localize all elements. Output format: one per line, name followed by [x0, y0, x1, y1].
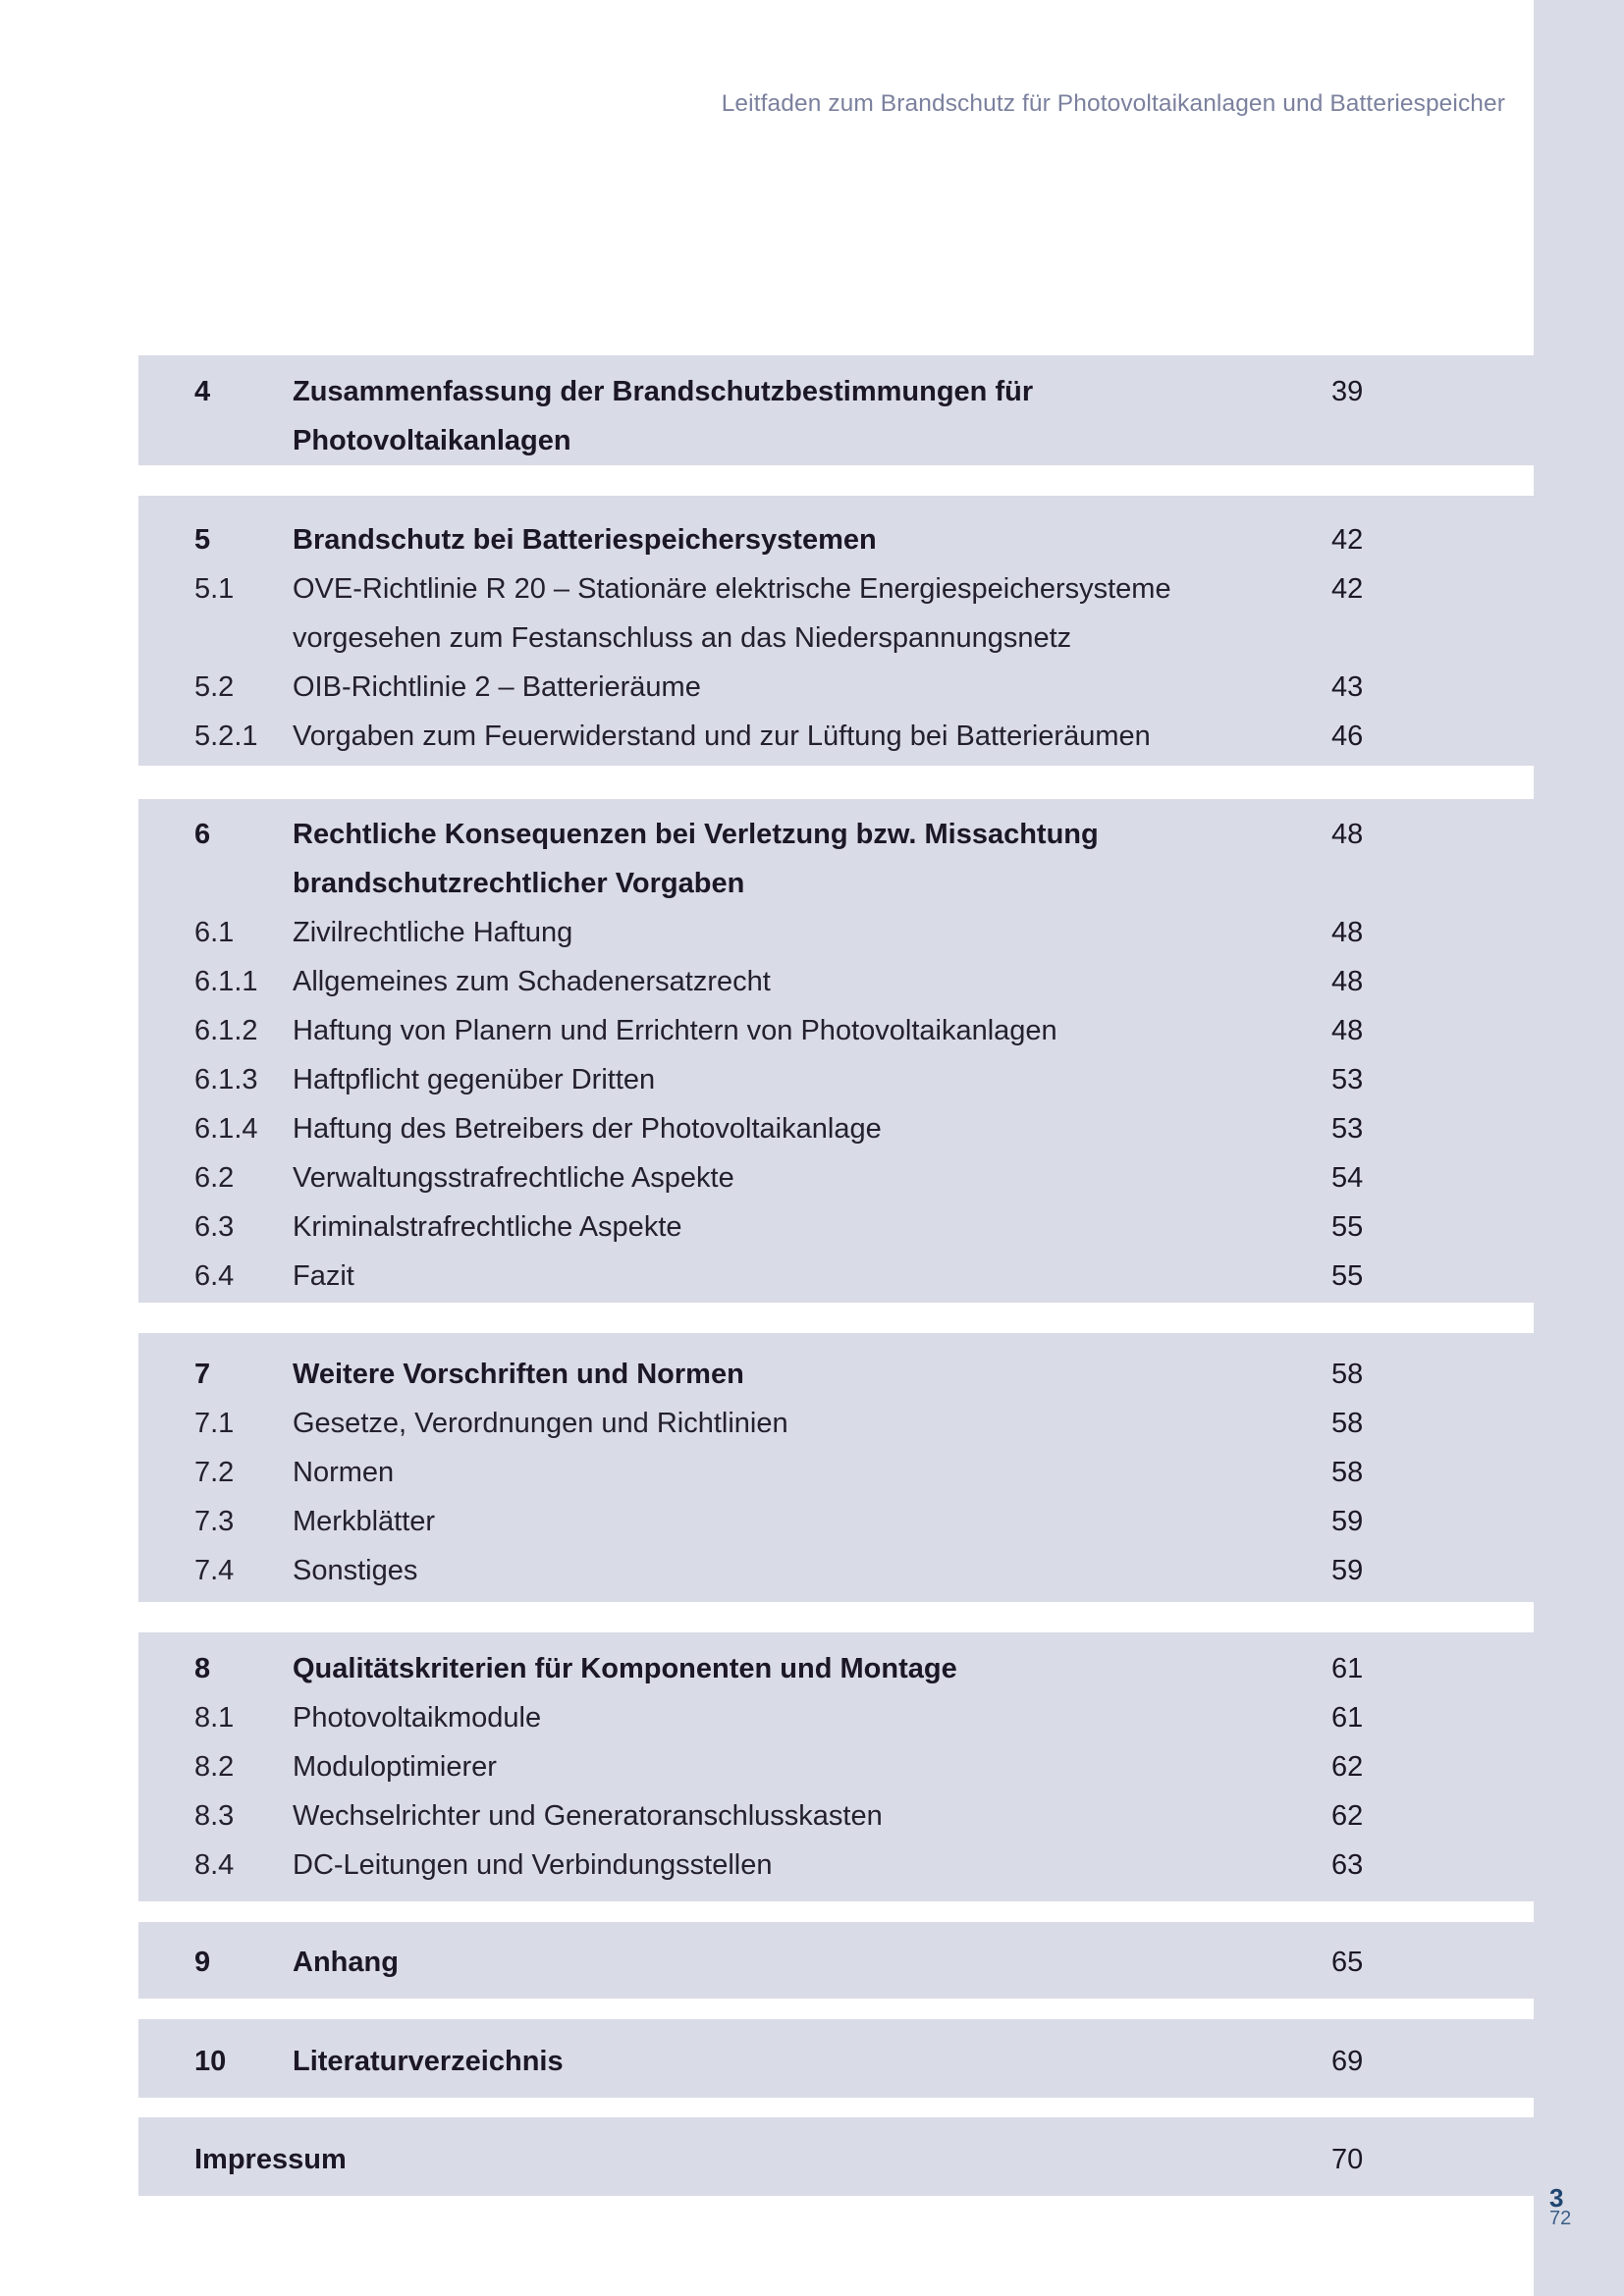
toc-section-band: [138, 1333, 1534, 1602]
toc-entry-title: Vorgaben zum Feuerwiderstand und zur Lüftung bei Batterieräumen: [293, 721, 1151, 752]
page-edge-sidebar: [1534, 0, 1624, 2296]
toc-entry-page: 54: [1331, 1162, 1364, 1194]
toc-subsection-entry[interactable]: [138, 1006, 1534, 1055]
toc-chapter-entry[interactable]: [138, 2135, 1534, 2184]
toc-entry-number: 6.1.4: [194, 1113, 258, 1145]
toc-entry-page: 55: [1331, 1211, 1364, 1243]
toc-chapter-entry[interactable]: [138, 515, 1534, 564]
toc-entry-page: 65: [1331, 1947, 1364, 1978]
toc-entry-page: 63: [1331, 1849, 1364, 1881]
toc-section-band: [138, 2117, 1534, 2196]
toc-entry-title: vorgesehen zum Festanschluss an das Niederspannungsnetz: [293, 622, 1072, 654]
toc-entry-number: 6.4: [194, 1260, 235, 1292]
toc-subsection-entry[interactable]: [138, 663, 1534, 712]
toc-entry-title: OIB-Richtlinie 2 – Batterieräume: [293, 671, 701, 703]
toc-entry-title: Haftung von Planern und Errichtern von Photovoltaikanlagen: [293, 1015, 1057, 1046]
toc-entry-number: 5.2.1: [194, 721, 258, 752]
toc-section-band: [138, 496, 1534, 766]
toc-chapter-entry[interactable]: [138, 1644, 1534, 1693]
toc-entry-page: 53: [1331, 1064, 1364, 1095]
toc-entry-title: Fazit: [293, 1260, 354, 1292]
toc-entry-title: Haftung des Betreibers der Photovoltaikanlage: [293, 1113, 882, 1145]
toc-entry-title: Kriminalstrafrechtliche Aspekte: [293, 1211, 682, 1243]
toc-entry-number: 8.1: [194, 1702, 235, 1734]
toc-entry-page: 55: [1331, 1260, 1364, 1292]
page-number: 3: [1549, 2183, 1564, 2213]
toc-subsection-entry[interactable]: [138, 614, 1534, 663]
toc-entry-page: 61: [1331, 1702, 1364, 1734]
toc-entry-page: 58: [1331, 1359, 1364, 1390]
toc-entry-title: OVE-Richtlinie R 20 – Stationäre elektrische Energiespeichersysteme: [293, 573, 1171, 605]
toc-entry-title: Brandschutz bei Batteriespeichersystemen: [293, 524, 877, 556]
toc-entry-title: Anhang: [293, 1947, 399, 1978]
toc-entry-page: 62: [1331, 1751, 1364, 1783]
toc-entry-page: 53: [1331, 1113, 1364, 1145]
toc-entry-page: 69: [1331, 2046, 1364, 2077]
toc-entry-number: 6.1.3: [194, 1064, 258, 1095]
toc-entry-number: 6.1.1: [194, 966, 258, 997]
toc-entry-number: 7: [194, 1359, 211, 1390]
toc-entry-page: 39: [1331, 376, 1364, 407]
toc-chapter-entry[interactable]: [138, 1350, 1534, 1399]
toc-subsection-entry[interactable]: [138, 1742, 1534, 1791]
toc-chapter-entry[interactable]: [138, 859, 1534, 908]
toc-entry-number: 6.2: [194, 1162, 235, 1194]
toc-chapter-entry[interactable]: [138, 367, 1534, 416]
toc-chapter-entry[interactable]: [138, 2037, 1534, 2086]
toc-entry-page: 48: [1331, 966, 1364, 997]
toc-entry-number: 7.1: [194, 1408, 235, 1439]
toc-subsection-entry[interactable]: [138, 712, 1534, 761]
toc-entry-number: 8.3: [194, 1800, 235, 1832]
toc-entry-page: 62: [1331, 1800, 1364, 1832]
toc-entry-title: Photovoltaikmodule: [293, 1702, 542, 1734]
toc-entry-title: Sonstiges: [293, 1555, 418, 1586]
toc-entry-page: 59: [1331, 1555, 1364, 1586]
toc-entry-page: 58: [1331, 1408, 1364, 1439]
toc-entry-number: 6.3: [194, 1211, 235, 1243]
toc-subsection-entry[interactable]: [138, 1497, 1534, 1546]
toc-chapter-entry[interactable]: [138, 1938, 1534, 1987]
toc-chapter-entry[interactable]: [138, 416, 1534, 465]
toc-entry-title: Zusammenfassung der Brandschutzbestimmungen für: [293, 376, 1034, 407]
toc-entry-title: brandschutzrechtlicher Vorgaben: [293, 868, 745, 899]
toc-entry-number: 7.4: [194, 1555, 235, 1586]
toc-section-band: [138, 799, 1534, 1303]
toc-subsection-entry[interactable]: [138, 1841, 1534, 1890]
toc-entry-number: 7.2: [194, 1457, 235, 1488]
toc-entry-number: 7.3: [194, 1506, 235, 1537]
toc-entry-title: Weitere Vorschriften und Normen: [293, 1359, 744, 1390]
toc-entry-number: 6: [194, 819, 211, 850]
toc-subsection-entry[interactable]: [138, 908, 1534, 957]
toc-entry-title: Rechtliche Konsequenzen bei Verletzung bzw. Missachtung: [293, 819, 1099, 850]
toc-entry-title: Moduloptimierer: [293, 1751, 497, 1783]
toc-subsection-entry[interactable]: [138, 1791, 1534, 1841]
toc-entry-number: 4: [194, 376, 211, 407]
toc-subsection-entry[interactable]: [138, 1399, 1534, 1448]
toc-subsection-entry[interactable]: [138, 564, 1534, 614]
toc-subsection-entry[interactable]: [138, 957, 1534, 1006]
toc-entry-page: 59: [1331, 1506, 1364, 1537]
toc-entry-page: 42: [1331, 573, 1364, 605]
toc-entry-page: 48: [1331, 819, 1364, 850]
toc-entry-title: Impressum: [194, 2144, 347, 2175]
toc-subsection-entry[interactable]: [138, 1104, 1534, 1153]
toc-subsection-entry[interactable]: [138, 1448, 1534, 1497]
toc-entry-title: Literaturverzeichnis: [293, 2046, 564, 2077]
toc-subsection-entry[interactable]: [138, 1202, 1534, 1252]
toc-entry-title: Merkblätter: [293, 1506, 436, 1537]
toc-entry-title: Verwaltungsstrafrechtliche Aspekte: [293, 1162, 734, 1194]
toc-entry-page: 48: [1331, 1015, 1364, 1046]
toc-subsection-entry[interactable]: [138, 1055, 1534, 1104]
toc-entry-title: Photovoltaikanlagen: [293, 425, 571, 456]
toc-entry-title: DC-Leitungen und Verbindungsstellen: [293, 1849, 773, 1881]
toc-entry-number: 8.2: [194, 1751, 235, 1783]
toc-entry-page: 42: [1331, 524, 1364, 556]
toc-section-band: [138, 1632, 1534, 1901]
toc-entry-title: Qualitätskriterien für Komponenten und Montage: [293, 1653, 957, 1684]
toc-entry-page: 58: [1331, 1457, 1364, 1488]
toc-chapter-entry[interactable]: [138, 810, 1534, 859]
toc-entry-number: 6.1: [194, 917, 235, 948]
toc-entry-title: Wechselrichter und Generatoranschlusskasten: [293, 1800, 883, 1832]
toc-section-band: [138, 355, 1534, 465]
toc-entry-title: Allgemeines zum Schadenersatzrecht: [293, 966, 771, 997]
toc-entry-number: 10: [194, 2046, 227, 2077]
toc-subsection-entry[interactable]: [138, 1252, 1534, 1301]
toc-entry-number: 6.1.2: [194, 1015, 258, 1046]
toc-entry-page: 43: [1331, 671, 1364, 703]
toc-entry-page: 61: [1331, 1653, 1364, 1684]
total-pages: 72: [1549, 2208, 1572, 2229]
toc-entry-page: 70: [1331, 2144, 1364, 2175]
toc-entry-number: 8.4: [194, 1849, 235, 1881]
running-header: Leitfaden zum Brandschutz für Photovoltaikanlagen und Batteriespeicher: [721, 90, 1505, 117]
toc-entry-title: Haftpflicht gegenüber Dritten: [293, 1064, 656, 1095]
toc-entry-title: Normen: [293, 1457, 395, 1488]
toc-subsection-entry[interactable]: [138, 1546, 1534, 1595]
toc-entry-number: 9: [194, 1947, 211, 1978]
toc-entry-page: 46: [1331, 721, 1364, 752]
toc-subsection-entry[interactable]: [138, 1693, 1534, 1742]
toc-entry-number: 5.1: [194, 573, 235, 605]
toc-entry-number: 8: [194, 1653, 211, 1684]
toc-entry-number: 5.2: [194, 671, 235, 703]
toc-entry-page: 48: [1331, 917, 1364, 948]
toc-entry-title: Zivilrechtliche Haftung: [293, 917, 573, 948]
toc-section-band: [138, 2019, 1534, 2098]
toc-subsection-entry[interactable]: [138, 1153, 1534, 1202]
toc-entry-number: 5: [194, 524, 211, 556]
toc-entry-title: Gesetze, Verordnungen und Richtlinien: [293, 1408, 788, 1439]
toc-section-band: [138, 1922, 1534, 1999]
